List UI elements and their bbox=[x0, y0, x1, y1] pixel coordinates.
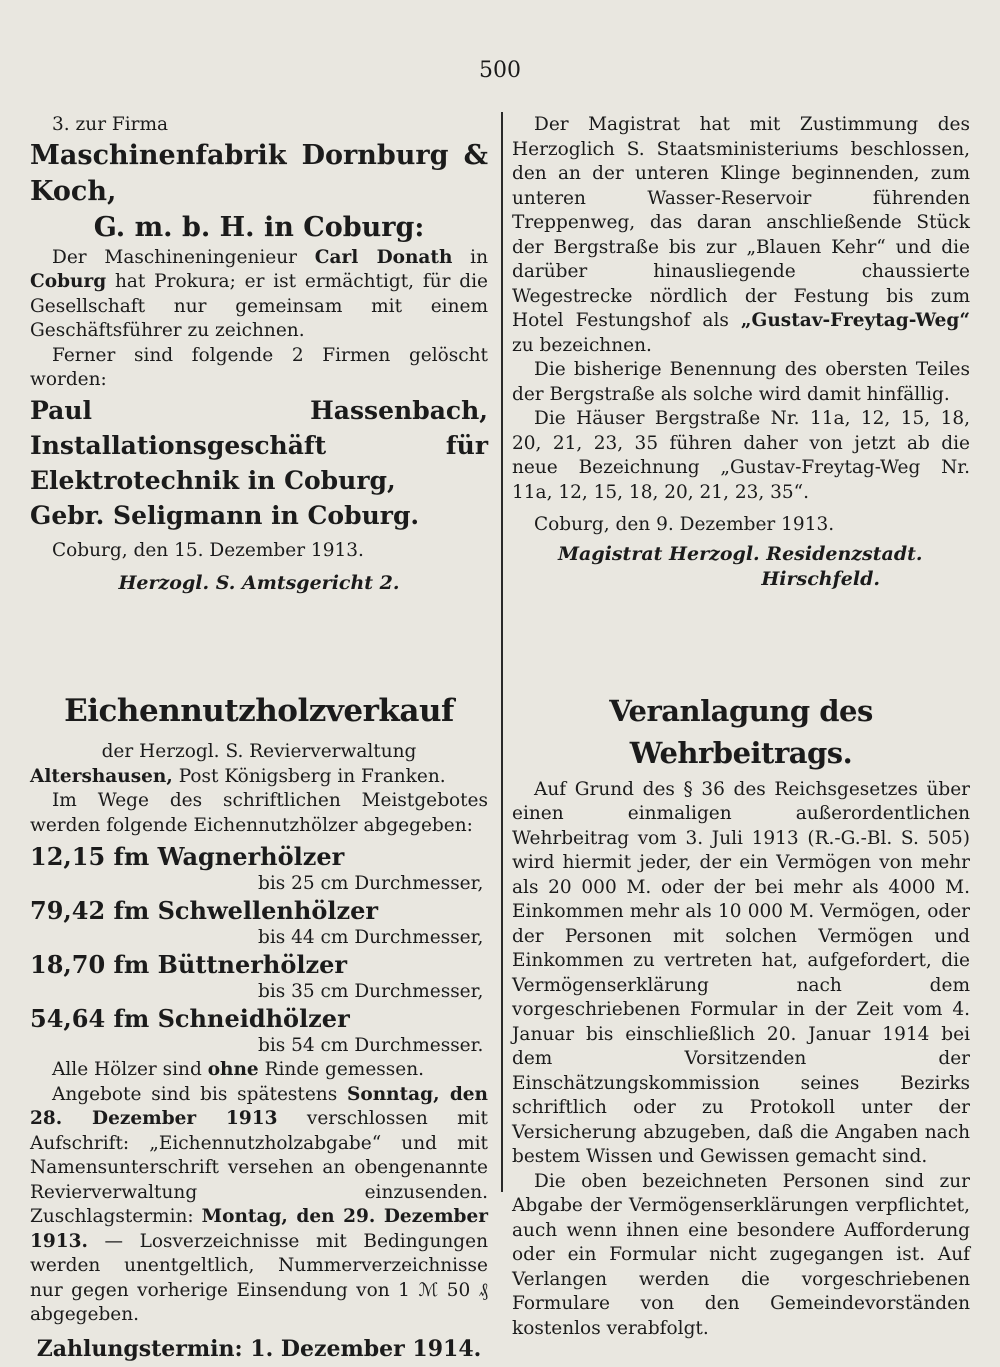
prokura-paragraph: Der Maschineningenieur Carl Donath in Coburg hat Prokura; er ist ermächtigt, für die Gesellschaft nur gemeinsam mit einem Geschäftsführer zu zeichnen. bbox=[30, 246, 489, 341]
offers-paragraph: Angebote sind bis spätestens Sonntag, den 28. Dezember 1913 verschlossen mit Aufschrift: „Eichennutzholzabgabe“ und mit Namensunterschrift versehen an obengenannte Revierverwaltung einzusenden. Zuschlagstermin: Montag, den 29. Dezember 1913. — Losverzeichnisse mit Bedingungen werden unentgeltlich, Nummerverzeichnisse nur gegen vorherige Einsendung von 1 ℳ 50 ₰ abgegeben. bbox=[30, 1083, 489, 1325]
magistrat-date: Coburg, den 9. Dezember 1913. bbox=[534, 514, 835, 535]
wood-kind: Schwellenhölzer bbox=[157, 896, 378, 925]
wood-item bbox=[30, 896, 488, 950]
magistrat-signature: Magistrat Herzogl. Residenzstadt. bbox=[558, 542, 923, 565]
wood-item bbox=[30, 950, 488, 1004]
sale-title: Eichennutzholzverkauf bbox=[64, 693, 454, 729]
wood-kind: Schneidhölzer bbox=[157, 1004, 350, 1033]
sale-organisation: der Herzogl. S. Revierverwaltung bbox=[101, 741, 417, 762]
left-column bbox=[30, 113, 488, 1367]
wood-diameter: bis 54 cm Durchmesser. bbox=[258, 1035, 484, 1056]
prokura-city: Coburg bbox=[30, 271, 107, 292]
wood-list bbox=[30, 842, 488, 1058]
street-naming-notice: Der Magistrat hat mit Zustimmung des Herzoglich S. Staatsministeriums beschlossen, den an der unteren Klinge beginnenden, zum unteren Wasser-Reservoir führenden Treppenweg, das daran anschließende Stück der Bergstraße bis zur „Blauen Kehr“ und die darüber hinausliegende chaussierte Wegestrecke nördlich der Festung bis zum Hotel Festungshof als „Gustav-Freytag-Weg“ zu bezeichnen. bbox=[512, 114, 970, 356]
firm-intro: 3. zur Firma bbox=[52, 114, 169, 135]
tax-paragraph-2: Die oben bezeichneten Personen sind zur Abgabe der Vermögenserklärungen verpflichtet, auch wenn ihnen eine besondere Aufforderung oder ein Formular nicht zugegangen ist. Auf Verlangen werden die vorgeschriebenen Formulare von den Gemeindevorständen kostenlos verabfolgt. bbox=[512, 1170, 970, 1339]
deleted-firm-2: Gebr. Seligmann in Coburg. bbox=[30, 500, 420, 530]
wood-quantity: 12,15 fm bbox=[30, 842, 150, 871]
wood-kind: Büttnerhölzer bbox=[157, 950, 347, 979]
sale-place: Altershausen, Post Königsberg in Franken. bbox=[30, 765, 446, 787]
street-new-name: „Gustav-Freytag-Weg“ bbox=[740, 310, 970, 331]
sale-intro: Im Wege des schriftlichen Meistgebotes werden folgende Eichennutzhölzer abgegeben: bbox=[30, 790, 488, 836]
firm-name-line-1: Maschinenfabrik Dornburg & Koch, bbox=[30, 139, 488, 207]
deleted-firm-1: Paul Hassenbach, Installationsgeschäft für Elektrotechnik in Coburg, bbox=[30, 395, 488, 495]
award-date: Montag, den 29. Dezember 1913. bbox=[30, 1206, 488, 1252]
prokura-person: Carl Donath bbox=[314, 246, 453, 268]
deleted-intro: Ferner sind folgende 2 Firmen gelöscht worden: bbox=[30, 344, 488, 390]
wood-quantity: 54,64 fm bbox=[30, 1004, 150, 1033]
right-column bbox=[512, 113, 970, 1341]
wood-quantity: 79,42 fm bbox=[30, 896, 150, 925]
old-name-note: Die bisherige Benennung des obersten Teiles der Bergstraße als solche wird damit hinfällig. bbox=[512, 359, 970, 405]
wood-quantity: 18,70 fm bbox=[30, 950, 150, 979]
tax-title: Veranlagung des Wehrbeitrags. bbox=[609, 693, 873, 770]
bark-note: Alle Hölzer sind ohne Rinde gemessen. bbox=[52, 1059, 425, 1080]
wood-item bbox=[30, 1004, 488, 1058]
wood-item bbox=[30, 842, 488, 896]
house-numbers-note: Die Häuser Bergstraße Nr. 11a, 12, 15, 18, 20, 21, 23, 35 führen daher von jetzt ab die neue Bezeichnung „Gustav-Freytag-Weg Nr. 11a, 12, 15, 18, 20, 21, 23, 35“. bbox=[512, 408, 970, 503]
firm-name-line-2: G. m. b. H. in Coburg: bbox=[93, 211, 425, 243]
wood-diameter: bis 44 cm Durchmesser, bbox=[258, 927, 484, 948]
wood-diameter: bis 35 cm Durchmesser, bbox=[258, 981, 484, 1002]
wood-kind: Wagnerhölzer bbox=[157, 842, 345, 871]
court-date: Coburg, den 15. Dezember 1913. bbox=[52, 539, 364, 561]
tax-paragraph-1: Auf Grund des § 36 des Reichsgesetzes über einen einmaligen außerordentlichen Wehrbeitrag vom 3. Juli 1913 (R.-G.-Bl. S. 505) wird hiermit jeder, der ein Vermögen von mehr als 20 000 M. oder der bei mehr als 4000 M. Einkommen mehr als 10 000 M. Vermögen, oder der Personen mit solchen Vermögen und Einkommen zu vertreten hat, aufgefordert, die Vermögenserklärung nach dem vorgeschriebenen Formular in der Zeit vom 4. Januar bis einschließlich 20. Januar 1914 bei dem Vorsitzenden der Einschätzungskommission seines Bezirks schriftlich oder zu Protokoll unter der Versicherung abzugeben, daß die Angaben nach bestem Wissen und Gewissen gemacht sind. bbox=[512, 778, 970, 1167]
signer-name: Hirschfeld. bbox=[761, 567, 880, 590]
wood-diameter: bis 25 cm Durchmesser, bbox=[258, 873, 484, 894]
court-signature: Herzogl. S. Amtsgericht 2. bbox=[118, 572, 400, 594]
page-number: 500 bbox=[479, 58, 521, 83]
payment-date: Zahlungstermin: 1. Dezember 1914. bbox=[36, 1335, 482, 1362]
offer-deadline: Sonntag, den 28. Dezember 1913 bbox=[30, 1083, 489, 1129]
column-divider bbox=[501, 112, 503, 1192]
